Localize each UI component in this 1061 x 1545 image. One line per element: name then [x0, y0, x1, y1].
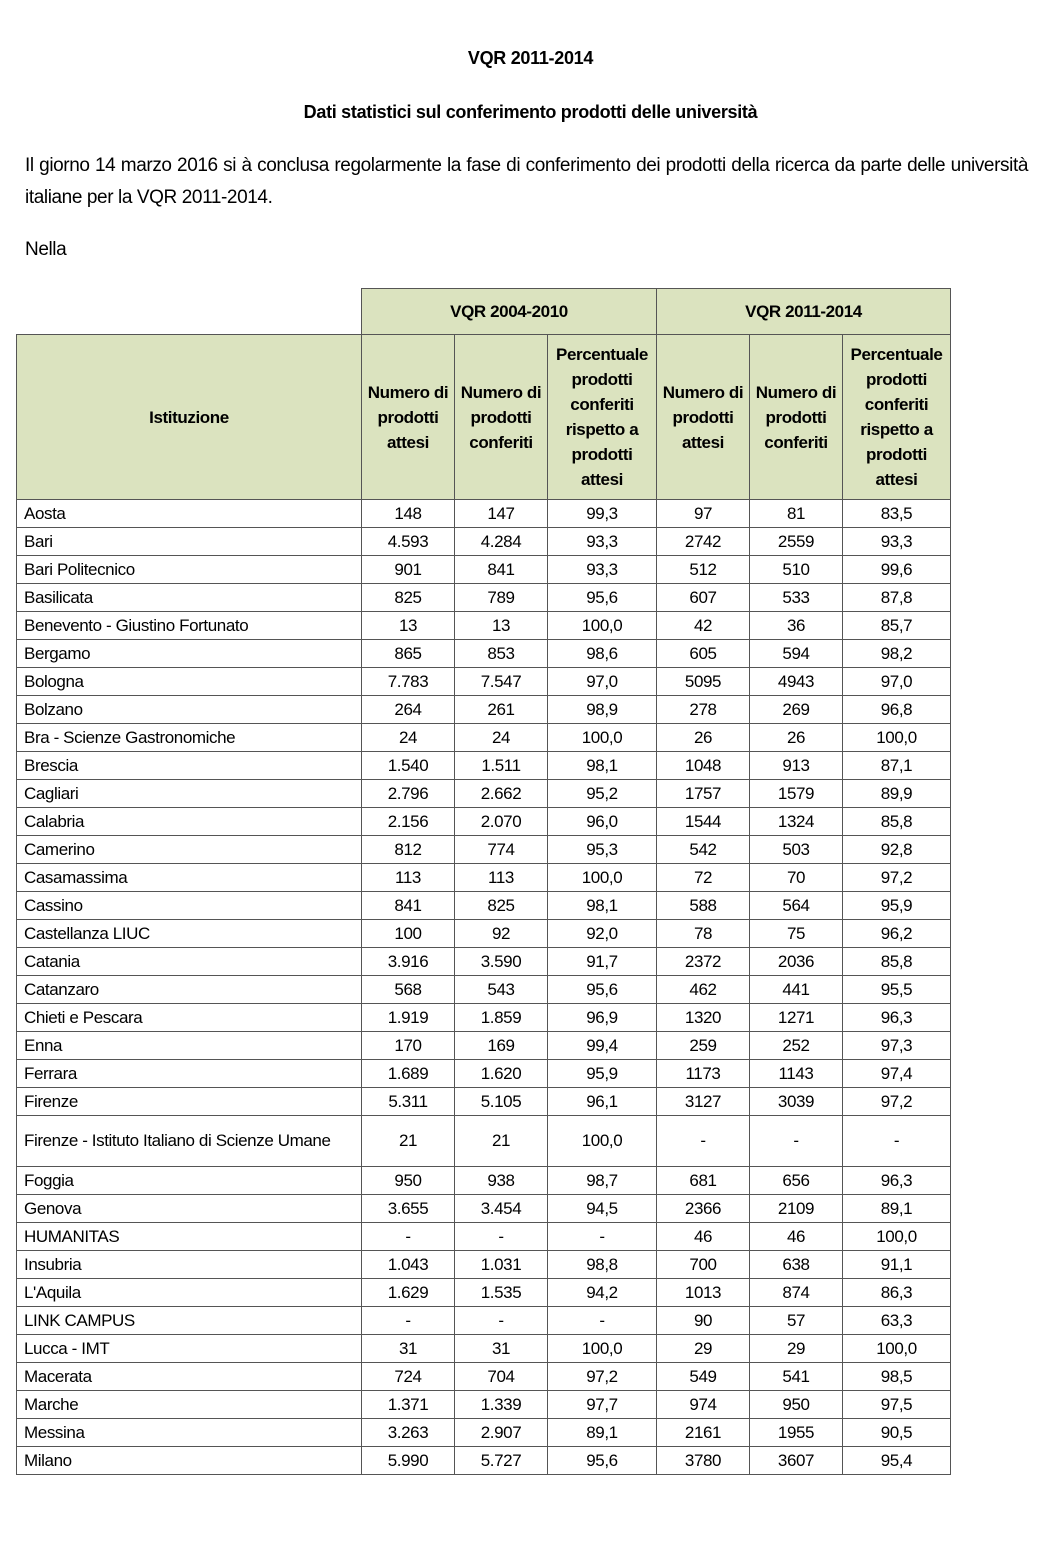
- percentuale-2011-cell: 95,5: [843, 976, 951, 1004]
- attesi-2011-cell: -: [657, 1116, 750, 1167]
- institution-name-cell: Aosta: [17, 500, 362, 528]
- percentuale-2011-cell: 97,0: [843, 668, 951, 696]
- table-row: [17, 1279, 951, 1307]
- institution-name-cell: L'Aquila: [17, 1279, 362, 1307]
- column-header-row: [17, 335, 951, 500]
- percentuale-2011-cell: -: [843, 1116, 951, 1167]
- institution-name-cell: Foggia: [17, 1167, 362, 1195]
- percentuale-2004-cell: 100,0: [548, 612, 657, 640]
- conferiti-2011-cell: 29: [750, 1335, 843, 1363]
- conferiti-2011-cell: 2559: [750, 528, 843, 556]
- percentuale-2011-cell: 97,4: [843, 1060, 951, 1088]
- percentuale-2004-cell: 95,6: [548, 584, 657, 612]
- percentuale-2011-cell: 92,8: [843, 836, 951, 864]
- percentuale-2011-cell: 85,7: [843, 612, 951, 640]
- institution-name-cell: Bologna: [17, 668, 362, 696]
- percentuale-2004-cell: 96,9: [548, 1004, 657, 1032]
- attesi-2004-cell: 7.783: [362, 668, 455, 696]
- conferiti-2011-cell: 4943: [750, 668, 843, 696]
- percentuale-2011-cell: 89,1: [843, 1195, 951, 1223]
- attesi-2004-cell: 5.990: [362, 1447, 455, 1475]
- percentuale-2004-cell: 99,3: [548, 500, 657, 528]
- percentuale-2004-cell: 93,3: [548, 556, 657, 584]
- attesi-2011-cell: 72: [657, 864, 750, 892]
- attesi-2011-cell: 46: [657, 1223, 750, 1251]
- column-header-attesi-2004: Numero di prodotti attesi: [362, 335, 455, 500]
- percentuale-2004-cell: 97,7: [548, 1391, 657, 1419]
- percentuale-2004-cell: 96,1: [548, 1088, 657, 1116]
- percentuale-2011-cell: 100,0: [843, 1223, 951, 1251]
- percentuale-2011-cell: 95,4: [843, 1447, 951, 1475]
- conferiti-2011-cell: 70: [750, 864, 843, 892]
- percentuale-2004-cell: 99,4: [548, 1032, 657, 1060]
- conferiti-2011-cell: 36: [750, 612, 843, 640]
- attesi-2011-cell: 1173: [657, 1060, 750, 1088]
- institution-name-cell: Bolzano: [17, 696, 362, 724]
- institution-name-cell: Bari: [17, 528, 362, 556]
- table-row: [17, 724, 951, 752]
- attesi-2004-cell: 865: [362, 640, 455, 668]
- institution-name-cell: Brescia: [17, 752, 362, 780]
- conferiti-2011-cell: 874: [750, 1279, 843, 1307]
- conferiti-2011-cell: 594: [750, 640, 843, 668]
- conferiti-2011-cell: 533: [750, 584, 843, 612]
- conferiti-2004-cell: 774: [455, 836, 548, 864]
- table-row: [17, 1116, 951, 1167]
- table-row: [17, 556, 951, 584]
- attesi-2011-cell: 26: [657, 724, 750, 752]
- attesi-2011-cell: 681: [657, 1167, 750, 1195]
- table-row: [17, 584, 951, 612]
- institution-name-cell: Catanzaro: [17, 976, 362, 1004]
- conferiti-2011-cell: 1955: [750, 1419, 843, 1447]
- table-row: [17, 808, 951, 836]
- attesi-2004-cell: 812: [362, 836, 455, 864]
- percentuale-2004-cell: 100,0: [548, 1116, 657, 1167]
- conferiti-2004-cell: 5.105: [455, 1088, 548, 1116]
- percentuale-2011-cell: 96,8: [843, 696, 951, 724]
- institution-name-cell: Catania: [17, 948, 362, 976]
- table-body: [17, 500, 951, 1475]
- percentuale-2011-cell: 85,8: [843, 948, 951, 976]
- group-header-2004-2010: VQR 2004-2010: [362, 289, 657, 335]
- institution-name-cell: Genova: [17, 1195, 362, 1223]
- attesi-2011-cell: 462: [657, 976, 750, 1004]
- table-row: [17, 1167, 951, 1195]
- conferiti-2004-cell: 841: [455, 556, 548, 584]
- attesi-2011-cell: 1544: [657, 808, 750, 836]
- percentuale-2011-cell: 91,1: [843, 1251, 951, 1279]
- percentuale-2011-cell: 97,3: [843, 1032, 951, 1060]
- table-row: [17, 1419, 951, 1447]
- conferiti-2011-cell: 541: [750, 1363, 843, 1391]
- conferiti-2011-cell: -: [750, 1116, 843, 1167]
- institution-name-cell: Castellanza LIUC: [17, 920, 362, 948]
- column-header-istituzione: Istituzione: [17, 335, 362, 500]
- table-row: [17, 640, 951, 668]
- table-row: [17, 864, 951, 892]
- percentuale-2011-cell: 63,3: [843, 1307, 951, 1335]
- institution-name-cell: Lucca - IMT: [17, 1335, 362, 1363]
- attesi-2004-cell: 113: [362, 864, 455, 892]
- table-row: [17, 752, 951, 780]
- attesi-2011-cell: 542: [657, 836, 750, 864]
- attesi-2011-cell: 97: [657, 500, 750, 528]
- conferiti-2004-cell: 1.620: [455, 1060, 548, 1088]
- conferiti-2004-cell: 7.547: [455, 668, 548, 696]
- table-row: [17, 696, 951, 724]
- percentuale-2004-cell: 100,0: [548, 724, 657, 752]
- conferiti-2004-cell: 543: [455, 976, 548, 1004]
- conferiti-2011-cell: 441: [750, 976, 843, 1004]
- percentuale-2004-cell: 95,6: [548, 976, 657, 1004]
- percentuale-2011-cell: 96,3: [843, 1004, 951, 1032]
- column-header-conferiti-2011: Numero di prodotti conferiti: [750, 335, 843, 500]
- attesi-2004-cell: 24: [362, 724, 455, 752]
- attesi-2011-cell: 2742: [657, 528, 750, 556]
- table-row: [17, 1363, 951, 1391]
- percentuale-2004-cell: 92,0: [548, 920, 657, 948]
- attesi-2004-cell: -: [362, 1307, 455, 1335]
- table-row: [17, 1335, 951, 1363]
- conferiti-2004-cell: 789: [455, 584, 548, 612]
- attesi-2004-cell: 1.689: [362, 1060, 455, 1088]
- statistics-table: [16, 288, 951, 1475]
- institution-name-cell: Calabria: [17, 808, 362, 836]
- attesi-2011-cell: 1013: [657, 1279, 750, 1307]
- document-title: VQR 2011-2014: [467, 48, 594, 68]
- attesi-2004-cell: 264: [362, 696, 455, 724]
- document-subtitle: Dati statistici sul conferimento prodotti delle università: [303, 102, 758, 122]
- percentuale-2004-cell: 95,6: [548, 1447, 657, 1475]
- conferiti-2004-cell: -: [455, 1223, 548, 1251]
- percentuale-2004-cell: 95,2: [548, 780, 657, 808]
- table-row: [17, 1195, 951, 1223]
- percentuale-2004-cell: 98,9: [548, 696, 657, 724]
- percentuale-2011-cell: 98,2: [843, 640, 951, 668]
- institution-name-cell: Firenze: [17, 1088, 362, 1116]
- table-row: [17, 780, 951, 808]
- attesi-2011-cell: 29: [657, 1335, 750, 1363]
- percentuale-2004-cell: 98,6: [548, 640, 657, 668]
- conferiti-2004-cell: 92: [455, 920, 548, 948]
- percentuale-2011-cell: 98,5: [843, 1363, 951, 1391]
- conferiti-2011-cell: 1324: [750, 808, 843, 836]
- attesi-2011-cell: 78: [657, 920, 750, 948]
- table-row: [17, 892, 951, 920]
- conferiti-2011-cell: 913: [750, 752, 843, 780]
- conferiti-2011-cell: 46: [750, 1223, 843, 1251]
- attesi-2011-cell: 549: [657, 1363, 750, 1391]
- table-row: [17, 668, 951, 696]
- conferiti-2011-cell: 3039: [750, 1088, 843, 1116]
- attesi-2004-cell: 1.629: [362, 1279, 455, 1307]
- conferiti-2011-cell: 510: [750, 556, 843, 584]
- attesi-2004-cell: 568: [362, 976, 455, 1004]
- attesi-2004-cell: 1.919: [362, 1004, 455, 1032]
- conferiti-2011-cell: 269: [750, 696, 843, 724]
- attesi-2004-cell: 31: [362, 1335, 455, 1363]
- percentuale-2004-cell: 98,1: [548, 752, 657, 780]
- attesi-2004-cell: 825: [362, 584, 455, 612]
- institution-name-cell: Ferrara: [17, 1060, 362, 1088]
- institution-name-cell: Cassino: [17, 892, 362, 920]
- institution-name-cell: HUMANITAS: [17, 1223, 362, 1251]
- percentuale-2011-cell: 86,3: [843, 1279, 951, 1307]
- table-row: [17, 528, 951, 556]
- conferiti-2004-cell: 5.727: [455, 1447, 548, 1475]
- attesi-2011-cell: 278: [657, 696, 750, 724]
- conferiti-2004-cell: 2.662: [455, 780, 548, 808]
- table-row: [17, 1223, 951, 1251]
- conferiti-2004-cell: 31: [455, 1335, 548, 1363]
- conferiti-2004-cell: 113: [455, 864, 548, 892]
- institution-name-cell: Messina: [17, 1419, 362, 1447]
- attesi-2011-cell: 259: [657, 1032, 750, 1060]
- conferiti-2011-cell: 1271: [750, 1004, 843, 1032]
- conferiti-2004-cell: 2.070: [455, 808, 548, 836]
- group-header-2011-2014: VQR 2011-2014: [657, 289, 951, 335]
- table-row: [17, 1307, 951, 1335]
- column-header-percentuale-2011: Percentuale prodotti conferiti rispetto a prodotti attesi: [843, 335, 951, 500]
- institution-name-cell: Bra - Scienze Gastronomiche: [17, 724, 362, 752]
- attesi-2011-cell: 974: [657, 1391, 750, 1419]
- attesi-2004-cell: 724: [362, 1363, 455, 1391]
- table-row: [17, 612, 951, 640]
- institution-name-cell: Benevento - Giustino Fortunato: [17, 612, 362, 640]
- attesi-2004-cell: 170: [362, 1032, 455, 1060]
- percentuale-2011-cell: 90,5: [843, 1419, 951, 1447]
- percentuale-2004-cell: 95,3: [548, 836, 657, 864]
- conferiti-2011-cell: 1143: [750, 1060, 843, 1088]
- percentuale-2004-cell: 97,0: [548, 668, 657, 696]
- conferiti-2004-cell: 24: [455, 724, 548, 752]
- percentuale-2011-cell: 95,9: [843, 892, 951, 920]
- percentuale-2004-cell: 100,0: [548, 1335, 657, 1363]
- conferiti-2004-cell: 1.535: [455, 1279, 548, 1307]
- percentuale-2011-cell: 100,0: [843, 1335, 951, 1363]
- conferiti-2011-cell: 1579: [750, 780, 843, 808]
- table-row: [17, 1251, 951, 1279]
- table-row: [17, 920, 951, 948]
- percentuale-2004-cell: 94,2: [548, 1279, 657, 1307]
- percentuale-2004-cell: 100,0: [548, 864, 657, 892]
- conferiti-2004-cell: 704: [455, 1363, 548, 1391]
- percentuale-2011-cell: 100,0: [843, 724, 951, 752]
- attesi-2004-cell: 100: [362, 920, 455, 948]
- conferiti-2011-cell: 75: [750, 920, 843, 948]
- table-row: [17, 1391, 951, 1419]
- table-row: [17, 976, 951, 1004]
- conferiti-2011-cell: 638: [750, 1251, 843, 1279]
- institution-name-cell: Bari Politecnico: [17, 556, 362, 584]
- attesi-2004-cell: 3.655: [362, 1195, 455, 1223]
- attesi-2011-cell: 90: [657, 1307, 750, 1335]
- table-row: [17, 1060, 951, 1088]
- institution-name-cell: Milano: [17, 1447, 362, 1475]
- conferiti-2004-cell: 1.339: [455, 1391, 548, 1419]
- attesi-2011-cell: 512: [657, 556, 750, 584]
- blank-corner: [17, 289, 362, 335]
- institution-name-cell: Macerata: [17, 1363, 362, 1391]
- attesi-2011-cell: 3127: [657, 1088, 750, 1116]
- percentuale-2004-cell: 93,3: [548, 528, 657, 556]
- attesi-2004-cell: 1.043: [362, 1251, 455, 1279]
- conferiti-2011-cell: 656: [750, 1167, 843, 1195]
- attesi-2004-cell: 841: [362, 892, 455, 920]
- attesi-2004-cell: 950: [362, 1167, 455, 1195]
- conferiti-2011-cell: 564: [750, 892, 843, 920]
- conferiti-2011-cell: 950: [750, 1391, 843, 1419]
- percentuale-2011-cell: 83,5: [843, 500, 951, 528]
- percentuale-2004-cell: 97,2: [548, 1363, 657, 1391]
- percentuale-2011-cell: 93,3: [843, 528, 951, 556]
- institution-name-cell: Casamassima: [17, 864, 362, 892]
- conferiti-2004-cell: 4.284: [455, 528, 548, 556]
- conferiti-2004-cell: 825: [455, 892, 548, 920]
- conferiti-2004-cell: 147: [455, 500, 548, 528]
- column-header-conferiti-2004: Numero di prodotti conferiti: [455, 335, 548, 500]
- attesi-2011-cell: 1048: [657, 752, 750, 780]
- conferiti-2004-cell: 2.907: [455, 1419, 548, 1447]
- conferiti-2004-cell: 938: [455, 1167, 548, 1195]
- conferiti-2011-cell: 3607: [750, 1447, 843, 1475]
- percentuale-2004-cell: 95,9: [548, 1060, 657, 1088]
- percentuale-2004-cell: 96,0: [548, 808, 657, 836]
- percentuale-2004-cell: -: [548, 1307, 657, 1335]
- attesi-2004-cell: 3.916: [362, 948, 455, 976]
- table-row: [17, 948, 951, 976]
- percentuale-2011-cell: 96,2: [843, 920, 951, 948]
- conferiti-2004-cell: 853: [455, 640, 548, 668]
- conferiti-2011-cell: 252: [750, 1032, 843, 1060]
- table-row: [17, 1088, 951, 1116]
- institution-name-cell: Marche: [17, 1391, 362, 1419]
- percentuale-2004-cell: 98,7: [548, 1167, 657, 1195]
- conferiti-2004-cell: 3.454: [455, 1195, 548, 1223]
- conferiti-2004-cell: 13: [455, 612, 548, 640]
- attesi-2004-cell: 5.311: [362, 1088, 455, 1116]
- conferiti-2004-cell: -: [455, 1307, 548, 1335]
- attesi-2004-cell: 1.371: [362, 1391, 455, 1419]
- attesi-2011-cell: 700: [657, 1251, 750, 1279]
- attesi-2004-cell: -: [362, 1223, 455, 1251]
- conferiti-2011-cell: 2036: [750, 948, 843, 976]
- attesi-2004-cell: 13: [362, 612, 455, 640]
- percentuale-2004-cell: 91,7: [548, 948, 657, 976]
- column-header-percentuale-2004: Percentuale prodotti conferiti rispetto a prodotti attesi: [548, 335, 657, 500]
- attesi-2004-cell: 4.593: [362, 528, 455, 556]
- attesi-2011-cell: 3780: [657, 1447, 750, 1475]
- institution-name-cell: Basilicata: [17, 584, 362, 612]
- percentuale-2011-cell: 97,2: [843, 864, 951, 892]
- attesi-2011-cell: 2366: [657, 1195, 750, 1223]
- percentuale-2004-cell: -: [548, 1223, 657, 1251]
- table-row: [17, 1447, 951, 1475]
- attesi-2011-cell: 607: [657, 584, 750, 612]
- attesi-2004-cell: 2.796: [362, 780, 455, 808]
- conferiti-2004-cell: 1.859: [455, 1004, 548, 1032]
- percentuale-2011-cell: 97,5: [843, 1391, 951, 1419]
- conferiti-2004-cell: 3.590: [455, 948, 548, 976]
- group-header-row: [17, 289, 951, 335]
- institution-name-cell: Firenze - Istituto Italiano di Scienze Umane: [17, 1116, 362, 1167]
- percentuale-2004-cell: 89,1: [548, 1419, 657, 1447]
- percentuale-2011-cell: 87,8: [843, 584, 951, 612]
- attesi-2004-cell: 148: [362, 500, 455, 528]
- attesi-2011-cell: 2372: [657, 948, 750, 976]
- table-row: [17, 1004, 951, 1032]
- attesi-2011-cell: 588: [657, 892, 750, 920]
- table-row: [17, 836, 951, 864]
- table-row: [17, 500, 951, 528]
- nella-paragraph: Nella: [25, 239, 67, 260]
- conferiti-2011-cell: 57: [750, 1307, 843, 1335]
- percentuale-2004-cell: 98,8: [548, 1251, 657, 1279]
- percentuale-2011-cell: 96,3: [843, 1167, 951, 1195]
- percentuale-2011-cell: 89,9: [843, 780, 951, 808]
- conferiti-2011-cell: 81: [750, 500, 843, 528]
- table-row: [17, 1032, 951, 1060]
- institution-name-cell: Bergamo: [17, 640, 362, 668]
- attesi-2011-cell: 5095: [657, 668, 750, 696]
- attesi-2004-cell: 3.263: [362, 1419, 455, 1447]
- conferiti-2004-cell: 1.031: [455, 1251, 548, 1279]
- percentuale-2011-cell: 87,1: [843, 752, 951, 780]
- percentuale-2011-cell: 85,8: [843, 808, 951, 836]
- institution-name-cell: Enna: [17, 1032, 362, 1060]
- attesi-2011-cell: 1320: [657, 1004, 750, 1032]
- conferiti-2011-cell: 2109: [750, 1195, 843, 1223]
- attesi-2011-cell: 605: [657, 640, 750, 668]
- percentuale-2004-cell: 98,1: [548, 892, 657, 920]
- conferiti-2004-cell: 261: [455, 696, 548, 724]
- institution-name-cell: Insubria: [17, 1251, 362, 1279]
- institution-name-cell: Camerino: [17, 836, 362, 864]
- percentuale-2011-cell: 99,6: [843, 556, 951, 584]
- attesi-2004-cell: 901: [362, 556, 455, 584]
- attesi-2004-cell: 2.156: [362, 808, 455, 836]
- conferiti-2011-cell: 503: [750, 836, 843, 864]
- conferiti-2004-cell: 21: [455, 1116, 548, 1167]
- conferiti-2004-cell: 1.511: [455, 752, 548, 780]
- column-header-attesi-2011: Numero di prodotti attesi: [657, 335, 750, 500]
- institution-name-cell: LINK CAMPUS: [17, 1307, 362, 1335]
- attesi-2011-cell: 1757: [657, 780, 750, 808]
- percentuale-2004-cell: 94,5: [548, 1195, 657, 1223]
- attesi-2011-cell: 2161: [657, 1419, 750, 1447]
- institution-name-cell: Cagliari: [17, 780, 362, 808]
- conferiti-2004-cell: 169: [455, 1032, 548, 1060]
- conferiti-2011-cell: 26: [750, 724, 843, 752]
- percentuale-2011-cell: 97,2: [843, 1088, 951, 1116]
- intro-paragraph: Il giorno 14 marzo 2016 si à conclusa regolarmente la fase di conferimento dei prodotti della ricerca da parte delle università italiane per la VQR 2011-2014.: [25, 155, 1028, 208]
- attesi-2011-cell: 42: [657, 612, 750, 640]
- institution-name-cell: Chieti e Pescara: [17, 1004, 362, 1032]
- attesi-2004-cell: 1.540: [362, 752, 455, 780]
- attesi-2004-cell: 21: [362, 1116, 455, 1167]
